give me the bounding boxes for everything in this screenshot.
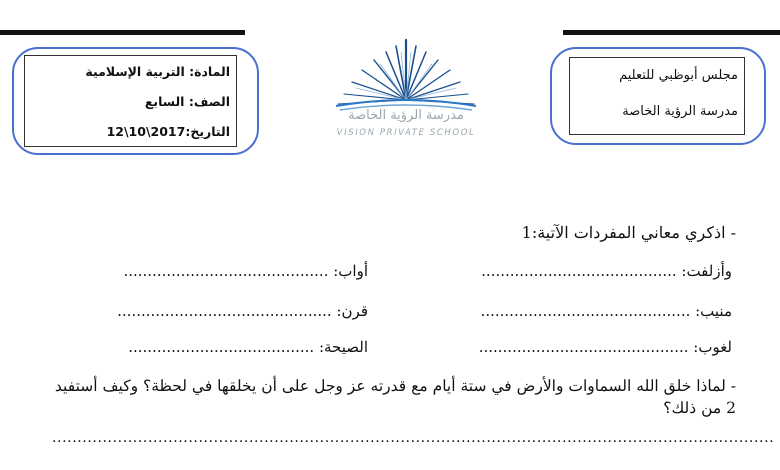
question-2-text: - لماذا خلق الله السماوات والأرض في ستة أيام مع قدرته عز وجل على أن يخلقها في لحظة؟ وكيف أستفيد 2 من ذلك؟ xyxy=(54,377,736,417)
logo-english-name: VISION PRIVATE SCHOOL xyxy=(336,128,476,138)
student-info-frame xyxy=(12,47,259,155)
vocab-qarn[interactable]: قرن: ............................................. xyxy=(117,302,368,320)
vocab-lughub[interactable]: لغوب: ............................................ xyxy=(478,338,732,356)
top-rule-right xyxy=(563,30,780,35)
vocab-sayha[interactable]: الصيحة: ....................................... xyxy=(128,338,368,356)
student-info-box xyxy=(24,55,237,147)
authority-box xyxy=(569,57,745,135)
sunburst-icon xyxy=(316,38,496,112)
question-1-prompt: - اذكري معاني المفردات الآتية:1 xyxy=(521,223,736,242)
question-2-answer-line[interactable]: ............................................................................................................................................... xyxy=(52,430,775,446)
council-name: مجلس أبوظبي للتعليم xyxy=(619,68,738,83)
school-name: مدرسة الرؤية الخاصة xyxy=(622,104,738,119)
logo-arabic-name: مدرسة الرؤية الخاصة xyxy=(348,108,464,123)
authority-frame xyxy=(550,47,766,145)
subject-label: المادة: التربية الإسلامية xyxy=(85,64,230,79)
vocab-awwab[interactable]: أواب: ........................................... xyxy=(123,262,368,280)
vocab-munib[interactable]: منيب: ............................................ xyxy=(480,302,732,320)
grade-label: الصف: السابع xyxy=(144,94,230,109)
top-rule-left xyxy=(0,30,245,35)
vocab-uzlifat[interactable]: وأزلفت: ......................................... xyxy=(481,262,732,280)
date-label: التاريخ:2017\10\12 xyxy=(106,124,230,139)
school-logo xyxy=(316,38,496,144)
